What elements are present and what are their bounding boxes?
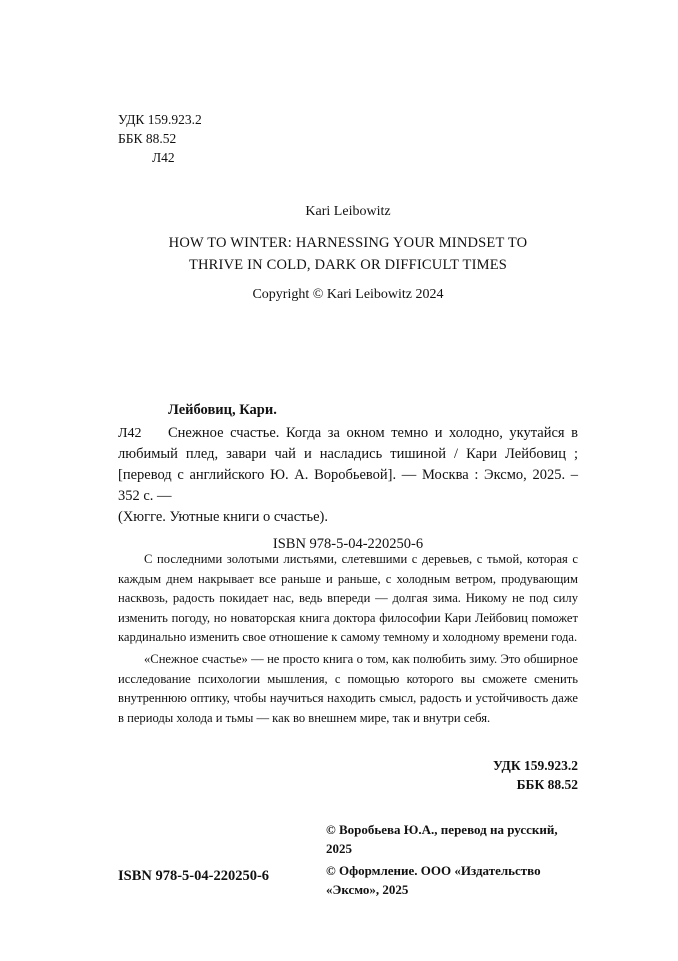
bbk-bottom-code: ББК 88.52	[516, 777, 578, 792]
annotation-paragraph-2: «Снежное счастье» — не просто книга о том, как полюбить зиму. Это обширное исследование психологии мышления, с помощью которого вы сможете сменить внутреннюю оптику, чтобы научиться находить смысл, радость и устойчивость даже в периоды холода и тьмы — как во внешнем мире, так и внутри себя.	[118, 651, 578, 725]
bbk-code: ББК 88.52	[118, 131, 177, 146]
biblio-description: Снежное счастье. Когда за окном темно и холодно, укутайся в любимый плед, завари чай и насладись тишиной / Кари Лейбовиц ; [перевод с английского Ю. А. Воробьевой]. — Москва : Эксмо, 2025. – 352 с. —	[118, 425, 578, 504]
original-title-line-2: THRIVE IN COLD, DARK OR DIFFICULT TIMES	[188, 257, 508, 273]
copyright-design-line-2: «Эксмо», 2025	[326, 882, 409, 897]
biblio-body	[118, 423, 578, 528]
copyright-translation-line-2: 2025	[326, 841, 352, 856]
author-sign-index: Л42	[152, 150, 175, 165]
biblio-series: (Хюгге. Уютные книги о счастье).	[118, 509, 328, 525]
copyright-design	[326, 861, 578, 899]
original-title-line-1: HOW TO WINTER: HARNESSING YOUR MINDSET TO	[168, 235, 528, 251]
original-copyright: Copyright © Kari Leibowitz 2024	[252, 287, 444, 302]
biblio-author: Лейбовиц, Кари.	[168, 402, 277, 418]
udk-code: УДК 159.923.2	[118, 112, 202, 127]
copyright-design-line-1: © Оформление. ООО «Издательство	[326, 863, 541, 878]
annotation-block	[118, 550, 578, 730]
original-author: Kari Leibowitz	[305, 204, 391, 219]
bibliographic-record	[118, 400, 578, 555]
udk-bottom-block	[118, 756, 578, 794]
copyright-holders-block	[326, 820, 578, 902]
biblio-index: Л42	[118, 426, 142, 441]
copyright-translation-line-1: © Воробьева Ю.А., перевод на русский,	[326, 822, 558, 837]
page-content	[118, 0, 578, 961]
isbn-main: ISBN 978-5-04-220250-6	[272, 536, 424, 552]
annotation-paragraph-1: С последними золотыми листьями, слетевшими с деревьев, с тьмой, которая с каждым днем накрывает все раньше и раньше, с холодным ветром, продувающим насквозь, радость покидает нас, ведь впереди — долгая зима. Никому не под силу изменить погоду, но новаторская книга доктора философии Кари Лейбовиц поможет кардинально изменить свое отношение к самому темному и холодному времени года.	[118, 552, 578, 645]
isbn-bottom: ISBN 978-5-04-220250-6	[118, 868, 270, 884]
udk-bottom-code: УДК 159.923.2	[493, 758, 578, 773]
copyright-translation	[326, 820, 578, 858]
classification-block	[118, 110, 202, 167]
original-edition-block	[118, 202, 578, 305]
